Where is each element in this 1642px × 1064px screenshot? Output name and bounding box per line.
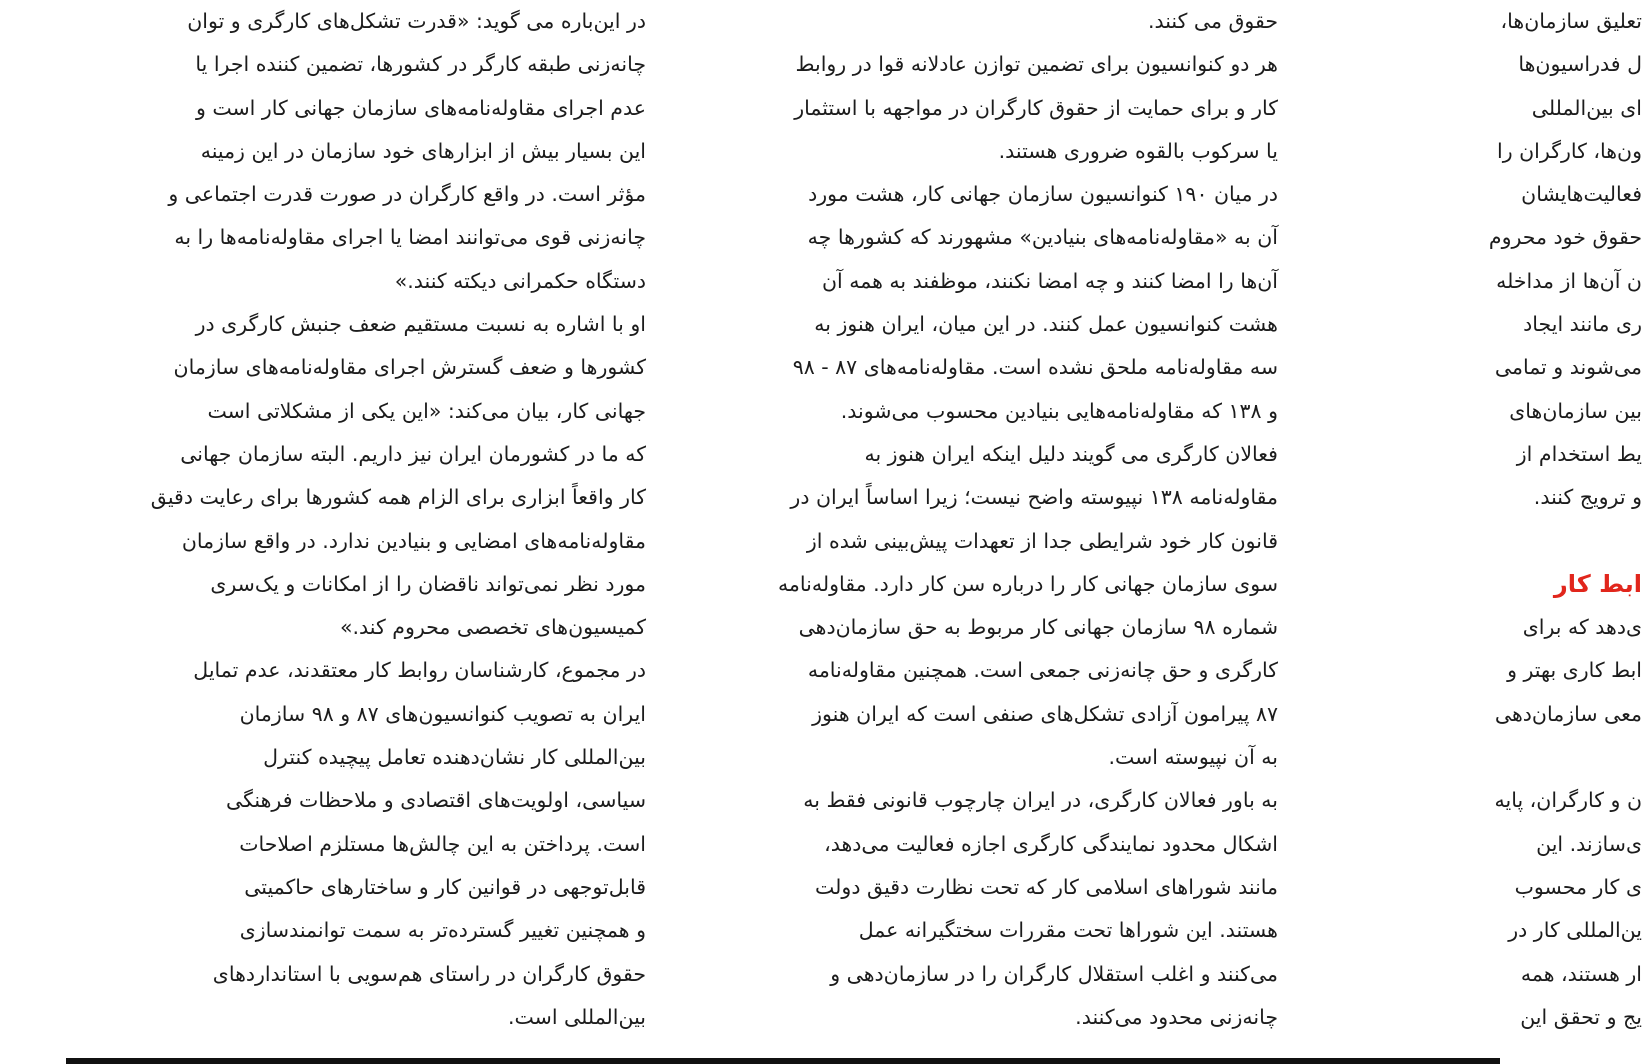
text-line: ن و کارگران، پایه [1494, 788, 1642, 813]
text-line: چانه‌زنی قوی می‌توانند امضا یا اجرای مقاوله‌نامه‌ها را به [174, 225, 646, 250]
text-line: کارگری و حق چانه‌زنی جمعی است. همچنین مقاوله‌نامه [807, 658, 1278, 683]
spacer [1326, 736, 1516, 779]
text-line: می‌کنند و اغلب استقلال کارگران را در سازمان‌دهی و [830, 961, 1278, 986]
text-line: و ترویج کنند. [1533, 485, 1642, 510]
text-line: سه مقاوله‌نامه ملحق نشده است. مقاوله‌نامه‌های ۸۷ - ۹۸ [792, 355, 1278, 380]
text-line: فعالان کارگری می گویند دلیل اینکه ایران هنوز به [864, 441, 1278, 466]
text-line: معی سازمان‌دهی [1494, 701, 1642, 726]
text-line: یج و تحقق این [1520, 1004, 1642, 1029]
text-line: هر دو کنوانسیون برای تضمین توازن عادلانه قوا در روابط [795, 52, 1278, 77]
text-line: و ۱۳۸ که مقاوله‌نامه‌هایی بنیادین محسوب می‌شوند. [840, 398, 1278, 423]
text-line: ۸۷ پیرامون آزادی تشکل‌های صنفی است که ایران هنوز [812, 701, 1278, 726]
text-line: ایران به تصویب کنوانسیون‌های ۸۷ و ۹۸ سازمان [239, 701, 646, 726]
text-line: ن آن‌ها از مداخله [1496, 268, 1642, 293]
text-line: دستگاه حکمرانی دیکته کنند.» [394, 268, 646, 293]
text-line: این بسیار بیش از ابزارهای خود سازمان در این زمینه [200, 138, 646, 163]
text-line: کشورها و ضعف گسترش اجرای مقاوله‌نامه‌های سازمان [173, 355, 646, 380]
text-line: یط استخدام از [1516, 441, 1642, 466]
text-line: ل فدراسیون‌ها [1518, 52, 1642, 77]
text-line: او با اشاره به نسبت مستقیم ضعف جنبش کارگری در [195, 312, 646, 337]
text-line: بین‌المللی است. [508, 1004, 646, 1029]
text-line: حقوق کارگران در راستای هم‌سویی با استانداردهای [212, 961, 646, 986]
section-heading: ابط کار [1553, 569, 1642, 598]
text-line: مانند شوراهای اسلامی کار که تحت نظارت دقیق دولت [815, 874, 1278, 899]
text-line: بین‌المللی کار نشان‌دهنده تعامل پیچیده کنترل [263, 745, 646, 770]
text-line: ین‌المللی کار در [1508, 918, 1642, 943]
text-line: شماره ۹۸ سازمان جهانی کار مربوط به حق سازمان‌دهی [798, 615, 1278, 640]
text-line: می‌شوند و تمامی [1494, 355, 1642, 380]
text-line: سیاسی، اولویت‌های اقتصادی و ملاحظات فرهنگی [226, 788, 646, 813]
text-line: کار واقعاً ابزاری برای الزام همه کشورها برای رعایت دقیق [150, 485, 646, 510]
text-line: قابل‌توجهی در قوانین کار و ساختارهای حاکمیتی [244, 874, 646, 899]
text-line: چانه‌زنی طبقه کارگر در کشورها، تضمین کننده اجرا یا [195, 52, 646, 77]
text-line: در میان ۱۹۰ کنوانسیون سازمان جهانی کار، هشت مورد [808, 182, 1278, 207]
text-line: ای بین‌المللی [1531, 95, 1642, 120]
text-line: مقاوله‌نامه‌های امضایی و بنیادین ندارد. در واقع سازمان [181, 528, 646, 553]
bottom-divider-rule [66, 1058, 1500, 1064]
text-line: است. پرداختن به این چالش‌ها مستلزم اصلاحات [239, 831, 646, 856]
text-line: مقاوله‌نامه ۱۳۸ نپیوسته واضح نیست؛ زیرا اساساً ایران در [790, 485, 1278, 510]
text-line: آن‌ها را امضا کنند و چه امضا نکنند، موظفند به همه آن [821, 268, 1278, 293]
text-line: اشکال محدود نمایندگی کارگری اجازه فعالیت می‌دهد، [824, 831, 1278, 856]
text-line: جهانی کار، بیان می‌کند: «این یکی از مشکلاتی است [207, 398, 646, 423]
text-line: در مجموع، کارشناسان روابط کار معتقدند، عدم تمایل [193, 658, 646, 683]
text-line: ی‌سازند. این [1536, 831, 1642, 856]
article-column-right [1326, 0, 1642, 1039]
text-line: چانه‌زنی محدود می‌کنند. [1075, 1004, 1278, 1029]
text-line: ری مانند ایجاد [1523, 312, 1642, 337]
text-line: مورد نظر نمی‌تواند ناقضان را از امکانات و یک‌سری [210, 571, 646, 596]
text-line: حقوق خود محروم [1488, 225, 1642, 250]
text-line: هستند. این شوراها تحت مقررات سختگیرانه عمل [858, 918, 1278, 943]
text-line: فعالیت‌هایشان [1521, 182, 1642, 207]
text-line: ی کار محسوب [1514, 874, 1642, 899]
text-line: ی‌دهد که برای [1522, 615, 1642, 640]
text-line: عدم اجرای مقاوله‌نامه‌های سازمان جهانی کار است و [195, 95, 646, 120]
text-line: آن به «مقاوله‌نامه‌های بنیادین» مشهورند که کشورها چه [807, 225, 1278, 250]
text-line: حقوق می کنند. [1147, 9, 1278, 33]
text-line: مؤثر است. در واقع کارگران در صورت قدرت اجتماعی و [168, 182, 646, 207]
text-line: که ما در کشورمان ایران نیز داریم. البته سازمان جهانی [180, 441, 646, 466]
text-line: هشت کنوانسیون عمل کنند. در این میان، ایران هنوز به [814, 312, 1278, 337]
text-line: در این‌باره می گوید: «قدرت تشکل‌های کارگری و توان [187, 9, 646, 33]
text-line: تعلیق سازمان‌ها، [1500, 9, 1642, 33]
text-line: یا سرکوب بالقوه ضروری هستند. [998, 138, 1278, 163]
article-column-middle [696, 0, 1278, 1039]
spacer [1326, 520, 1516, 563]
text-line: سوی سازمان جهانی کار را درباره سن کار دارد. مقاوله‌نامه [777, 571, 1278, 596]
text-line: به باور فعالان کارگری، در ایران چارچوب قانونی فقط به [803, 788, 1278, 813]
text-line: کار و برای حمایت از حقوق کارگران در مواجهه با استثمار [794, 95, 1278, 120]
text-line: به آن نپیوسته است. [1108, 745, 1278, 770]
text-line: قانون کار خود شرایطی جدا از تعهدات پیش‌بینی شده از [806, 528, 1278, 553]
text-line: کمیسیون‌های تخصصی محروم کند.» [339, 615, 646, 640]
text-line: ون‌ها، کارگران را [1497, 138, 1642, 163]
text-line: و همچنین تغییر گسترده‌تر به سمت توانمندسازی [239, 918, 646, 943]
article-column-left [66, 0, 646, 1039]
text-line: ابط کاری بهتر و [1507, 658, 1642, 683]
text-line: ار هستند، همه [1520, 961, 1642, 986]
text-line: بین سازمان‌های [1509, 398, 1642, 423]
